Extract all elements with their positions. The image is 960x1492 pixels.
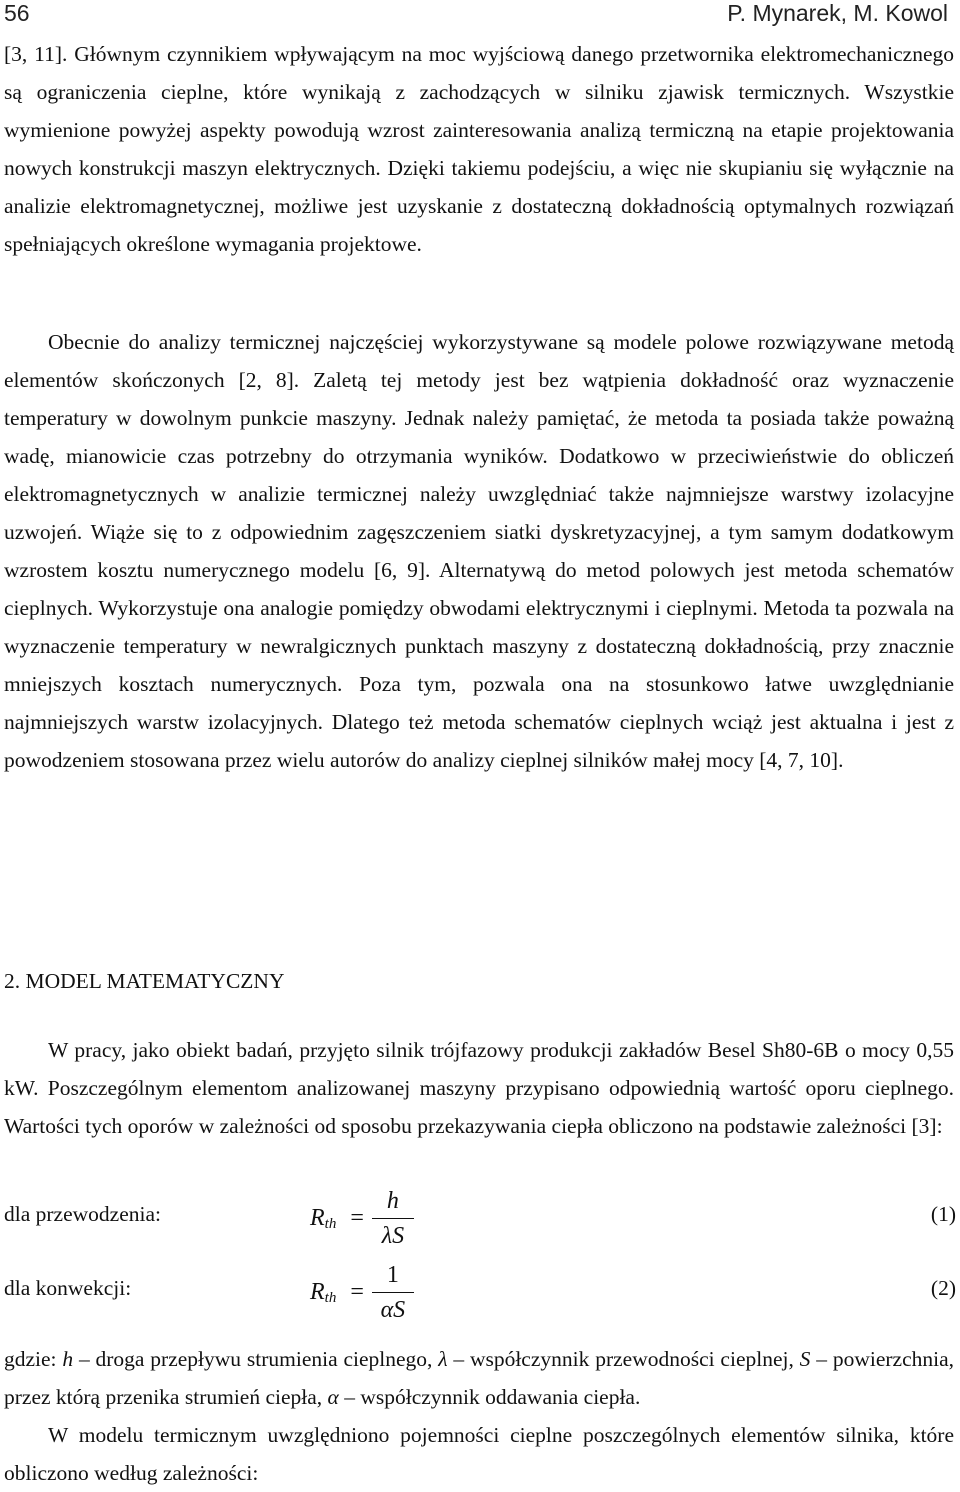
equation-2-number: (2) <box>930 1276 956 1300</box>
paragraph-methods: Obecnie do analizy termicznej najczęściej wykorzystywane są modele polowe rozwiązywane metodą elementów skończonych [2, 8]. Zaletą tej metody jest bez wątpienia dokładność oraz wyznaczenie temperatury w dowolnym punkcie maszyny. Jednak należy pamiętać, że metoda ta posiada także poważną wadę, mianowicie czas potrzebny do otrzymania wyników. Dodatkowo w przeciwieństwie do obliczeń elektromagnetycznych w analizie termicznej należy uwzględniać także najmniejsze warstwy izolacyjne uzwojeń. Wiąże się to z odpowiednim zagęszczeniem siatki dyskretyzacyjnej, a tym samym dodatkowym wzrostem kosztu numerycznego modelu [6, 9]. Alternatywą do metod polowych jest metoda schematów cieplnych. Wykorzystuje ona analogie pomiędzy obwodami elektrycznymi i cieplnymi. Metoda ta pozwala na wyznaczenie temperatury w newralgicznych punktach maszyny z dostateczną dokładnością, przy znacznie mniejszych kosztach numerycznych. Poza tym, pozwala ona na stosunkowo łatwe uwzględnianie najmniejszych warstw izolacyjnych. Dlatego też metoda schematów cieplnych wciąż jest aktualna i jest z powodzeniem stosowana przez wielu autorów do analizy cieplnej silników małej mocy [4, 7, 10]. <box>4 330 954 772</box>
section-heading: 2. MODEL MATEMATYCZNY <box>4 969 285 993</box>
equation-1-lhs-sub: th <box>324 1215 337 1232</box>
definitions-prefix: gdzie: <box>4 1347 57 1371</box>
paragraph-model: W pracy, jako obiekt badań, przyjęto silnik trójfazowy produkcji zakładów Besel Sh80-6B o mocy 0,55 kW. Poszczególnym elementom analizowanej maszyny przypisano odpowiednią wartość oporu cieplnego. Wartości tych oporów w zależności od sposobu przekazywania ciepła obliczono na podstawie zależności [3]: <box>4 1038 954 1138</box>
equation-1-number: (1) <box>930 1202 956 1226</box>
definition-symbol-h: h <box>62 1347 74 1371</box>
paragraph-heat-capacity: W modelu termicznym uwzględniono pojemności cieplne poszczególnych elementów silnika, które obliczono według zależności: <box>4 1423 954 1485</box>
definition-symbol-lambda: λ <box>438 1347 448 1371</box>
equation-2-numerator: 1 <box>386 1261 399 1288</box>
definition-text-alpha: – współczynnik oddawania ciepła. <box>338 1385 641 1409</box>
page-number: 56 <box>4 0 30 26</box>
equation-1-formula <box>310 1178 414 1258</box>
equation-2-fraction <box>372 1260 414 1325</box>
equation-1-label: dla przewodzenia: <box>4 1202 161 1226</box>
equation-2-formula <box>310 1252 414 1332</box>
equation-1-equals: = <box>350 1204 364 1231</box>
equation-1-lhs: R <box>310 1204 325 1231</box>
equation-1-fraction <box>372 1186 414 1251</box>
equation-1 <box>4 1178 956 1258</box>
equation-2-equals: = <box>350 1278 364 1305</box>
equation-2-lhs: R <box>310 1278 325 1305</box>
definition-text-lambda: – współczynnik przewodności cieplnej, <box>447 1347 800 1371</box>
equation-2-lhs-sub: th <box>324 1289 337 1306</box>
paragraph-definitions <box>4 1340 954 1416</box>
equation-1-denominator: λS <box>381 1222 405 1249</box>
equation-2 <box>4 1252 956 1332</box>
running-header-authors: P. Mynarek, M. Kowol <box>727 0 948 26</box>
equation-2-label: dla konwekcji: <box>4 1276 132 1300</box>
equation-1-numerator: h <box>386 1187 399 1214</box>
equation-2-denominator: αS <box>380 1296 406 1323</box>
paragraph-intro: [3, 11]. Głównym czynnikiem wpływającym na moc wyjściową danego przetwornika elektromechanicznego są ograniczenia cieplne, które wynikają z zachodzących w silniku zjawisk termicznych. Wszystkie wymienione powyżej aspekty powodują wzrost zainteresowania analizą termiczną na etapie projektowania nowych konstrukcji maszyn elektrycznych. Dzięki takiemu podejściu, a więc nie skupianiu się wyłącznie na analizie elektromagnetycznej, możliwe jest uzyskanie z dostateczną dokładnością optymalnych rozwiązań spełniających określone wymagania projektowe. <box>4 42 954 256</box>
definition-symbol-s: S <box>799 1347 811 1371</box>
definition-symbol-alpha: α <box>327 1385 339 1409</box>
definition-text-h: – droga przepływu strumienia cieplnego, <box>73 1347 439 1371</box>
definition-text-s: – powierzchnia, przez którą przenika strumień ciepła, <box>4 1347 954 1409</box>
